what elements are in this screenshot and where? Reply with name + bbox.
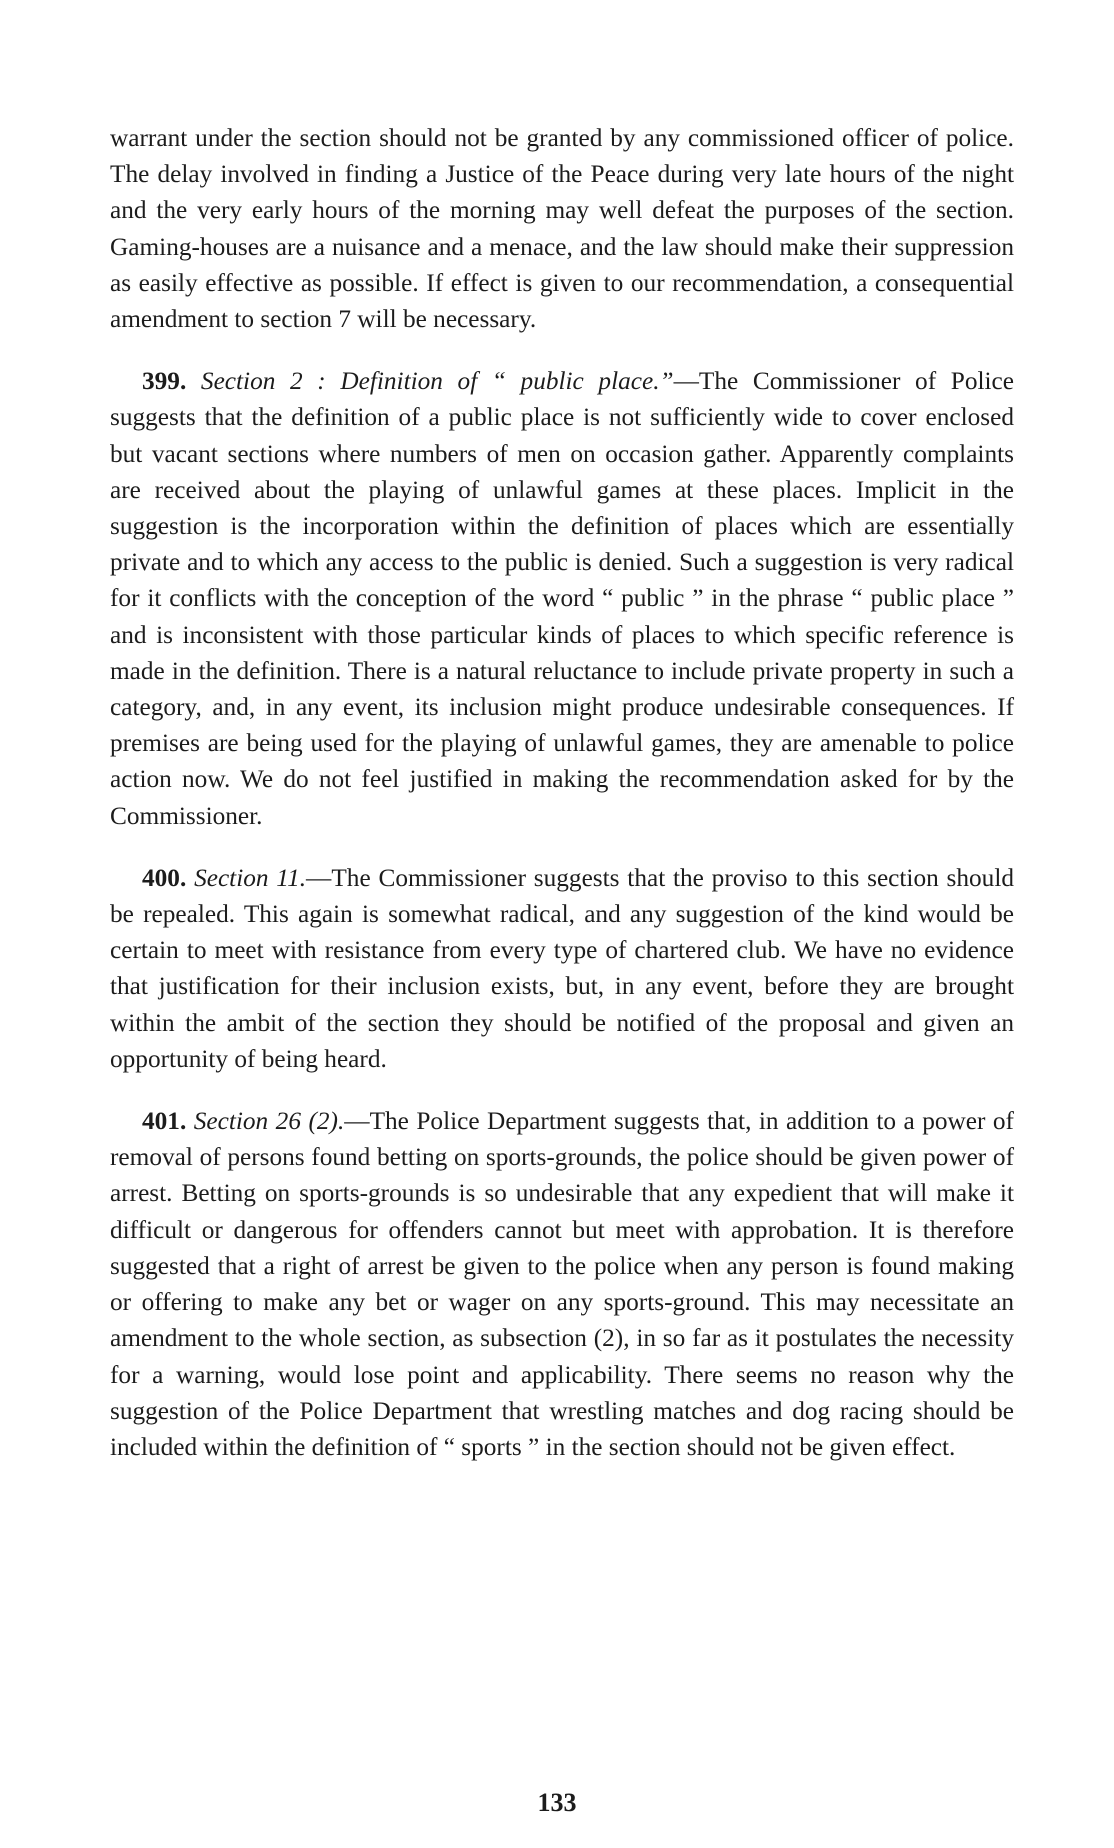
- section-number: 400.: [142, 863, 187, 892]
- section-body: —The Police Department suggests that, in addition to a power of removal of persons found betting on sports-grounds, the police should be given power of arrest. Betting on sports-grounds is so undesirable that any expedient that will make it difficult or dangerous for offenders cannot but meet with approbation. It is therefore suggested that a right of arrest be given to the police when any person is found making or offering to make any bet or wager on any sports-ground. This may necessitate an amendment to the whole section, as subsection (2), in so far as it postulates the necessity for a warning, would lose point and applicability. There seems no reason why the suggestion of the Police Department that wrestling matches and dog racing should be included within the definition of “ sports ” in the section should not be given effect.: [110, 1107, 1014, 1461]
- section-paragraph-401: [110, 1103, 1014, 1465]
- section-number: 401.: [142, 1107, 187, 1136]
- intro-paragraph: warrant under the section should not be granted by any commissioned officer of police. The delay involved in finding a Justice of the Peace during very late hours of the night and the very early hours of the morning may well defeat the purposes of the section. Gaming-houses are a nuisance and a menace, and the law should make their suppression as easily effective as possible. If effect is given to our recommendation, a consequential amendment to section 7 will be necessary.: [110, 124, 1014, 334]
- section-title: Section 11.: [194, 863, 307, 892]
- section-paragraph-399: [110, 363, 1014, 834]
- section-number: 399.: [142, 367, 187, 396]
- section-paragraph-400: [110, 860, 1014, 1077]
- section-body: —The Commissioner of Police suggests that the definition of a public place is not sufficiently wide to cover enclosed but vacant sections where numbers of men on occasion gather. Apparently complaints are received about the playing of unlawful games at these places. Implicit in the suggestion is the incorporation within the definition of places which are essentially private and to which any access to the public is denied. Such a suggestion is very radical for it conflicts with the conception of the word “ public ” in the phrase “ public place ” and is inconsistent with those particular kinds of places to which specific reference is made in the definition. There is a natural reluctance to include private property in such a category, and, in any event, its inclusion might produce undesirable consequences. If premises are being used for the playing of unlawful games, they are amenable to police action now. We do not feel justified in making the recommendation asked for by the Commissioner.: [110, 367, 1014, 830]
- section-body: —The Commissioner suggests that the proviso to this section should be repealed. This again is somewhat radical, and any suggestion of the kind would be certain to meet with resistance from every type of chartered club. We have no evidence that justification for their inclusion exists, but, in any event, before they are brought within the ambit of the section they should be notified of the proposal and given an opportunity of being heard.: [110, 863, 1014, 1073]
- section-title: Section 26 (2).: [193, 1107, 345, 1136]
- section-title: Section 2 : Definition of “ public place.”: [200, 367, 674, 396]
- page-number: 133: [537, 1788, 577, 1817]
